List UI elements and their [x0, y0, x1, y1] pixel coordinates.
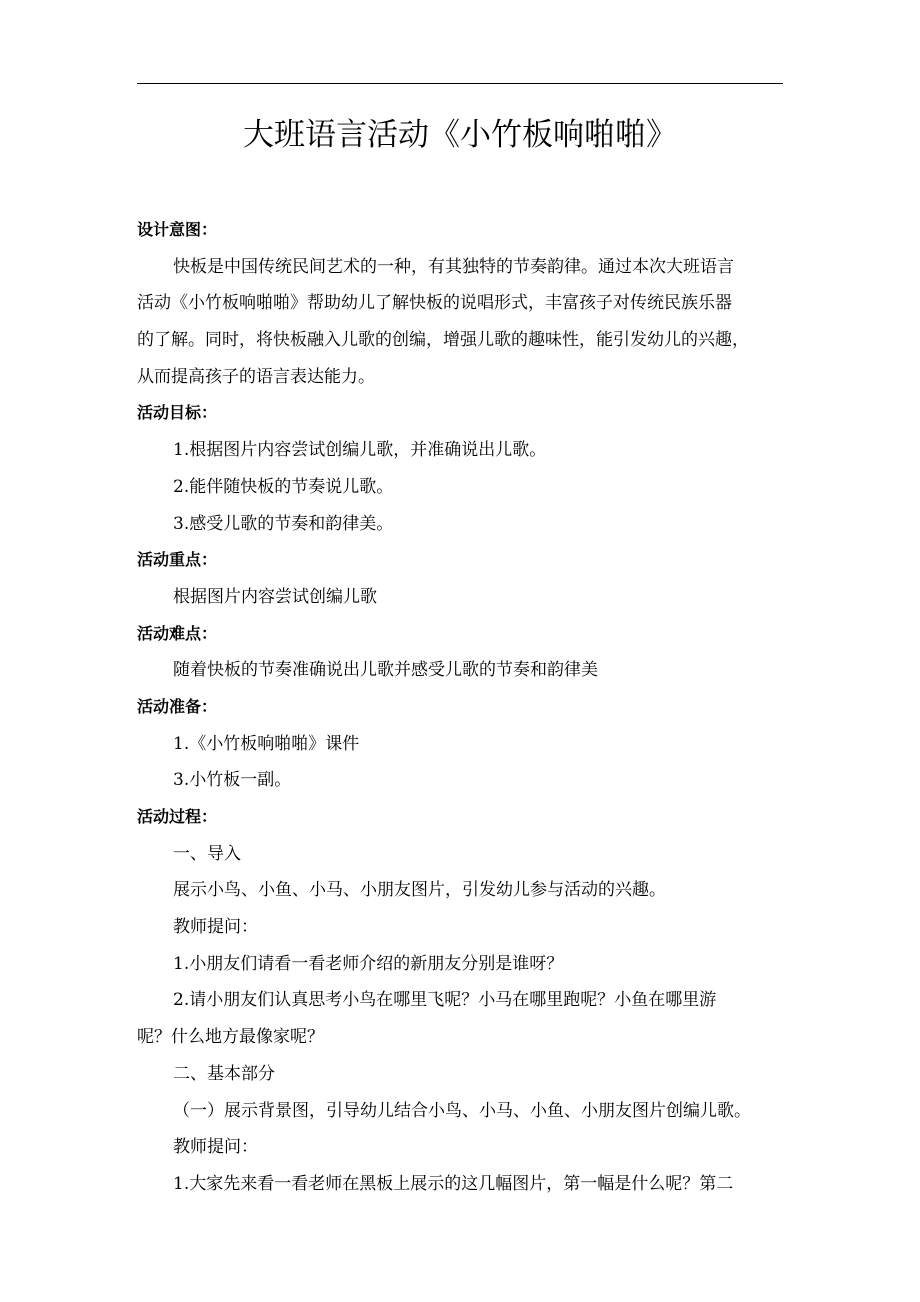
paragraph-line: 从而提高孩子的语言表达能力。 — [137, 366, 375, 387]
objective-item: 2.能伴随快板的节奏说儿歌。 — [173, 476, 394, 497]
document-body — [137, 212, 785, 1203]
process-question-continued: 呢？什么地方最像家呢？ — [137, 1027, 324, 1048]
header-rule — [137, 83, 783, 84]
process-text: 教师提问： — [173, 917, 258, 938]
section-heading-design-intent: 设计意图： — [137, 220, 218, 239]
process-text: 教师提问： — [173, 1137, 258, 1158]
paragraph-line: 快板是中国传统民间艺术的一种，有其独特的节奏韵律。通过本次大班语言 — [173, 256, 734, 277]
process-step-heading: 一、导入 — [173, 843, 241, 864]
process-substep: （一）展示背景图，引导幼儿结合小鸟、小马、小鱼、小朋友图片创编儿歌。 — [173, 1100, 751, 1121]
section-heading-process: 活动过程： — [137, 807, 218, 826]
process-question: 1.大家先来看一看老师在黑板上展示的这几幅图片，第一幅是什么呢？第二 — [173, 1173, 734, 1194]
objective-item: 3.感受儿歌的节奏和韵律美。 — [173, 513, 394, 534]
preparation-item: 1.《小竹板响啪啪》课件 — [173, 733, 360, 754]
process-question: 1.小朋友们请看一看老师介绍的新朋友分别是谁呀？ — [173, 953, 564, 974]
section-heading-preparation: 活动准备： — [137, 696, 218, 716]
section-heading-key-point: 活动重点： — [137, 550, 218, 570]
process-question: 2.请小朋友们认真思考小鸟在哪里飞呢？小马在哪里跑呢？小鱼在哪里游 — [173, 990, 717, 1011]
design-intent-paragraph — [137, 249, 785, 396]
difficulty-text: 随着快板的节奏准确说出儿歌并感受儿歌的节奏和韵律美 — [173, 660, 598, 681]
preparation-item: 3.小竹板一副。 — [173, 770, 292, 791]
section-heading-objectives: 活动目标： — [137, 403, 218, 423]
document-title: 大班语言活动《小竹板响啪啪》 — [243, 117, 677, 153]
process-step-heading: 二、基本部分 — [173, 1063, 275, 1084]
paragraph-line: 活动《小竹板响啪啪》帮助幼儿了解快板的说唱形式，丰富孩子对传统民族乐器 — [137, 293, 732, 314]
objective-item: 1.根据图片内容尝试创编儿歌，并准确说出儿歌。 — [173, 440, 547, 461]
paragraph-line: 的了解。同时，将快板融入儿歌的创编，增强儿歌的趣味性，能引发幼儿的兴趣， — [137, 330, 749, 351]
section-heading-difficulty: 活动难点： — [137, 623, 218, 643]
key-point-text: 根据图片内容尝试创编儿歌 — [173, 586, 377, 607]
process-text: 展示小鸟、小鱼、小马、小朋友图片，引发幼儿参与活动的兴趣。 — [173, 880, 666, 901]
